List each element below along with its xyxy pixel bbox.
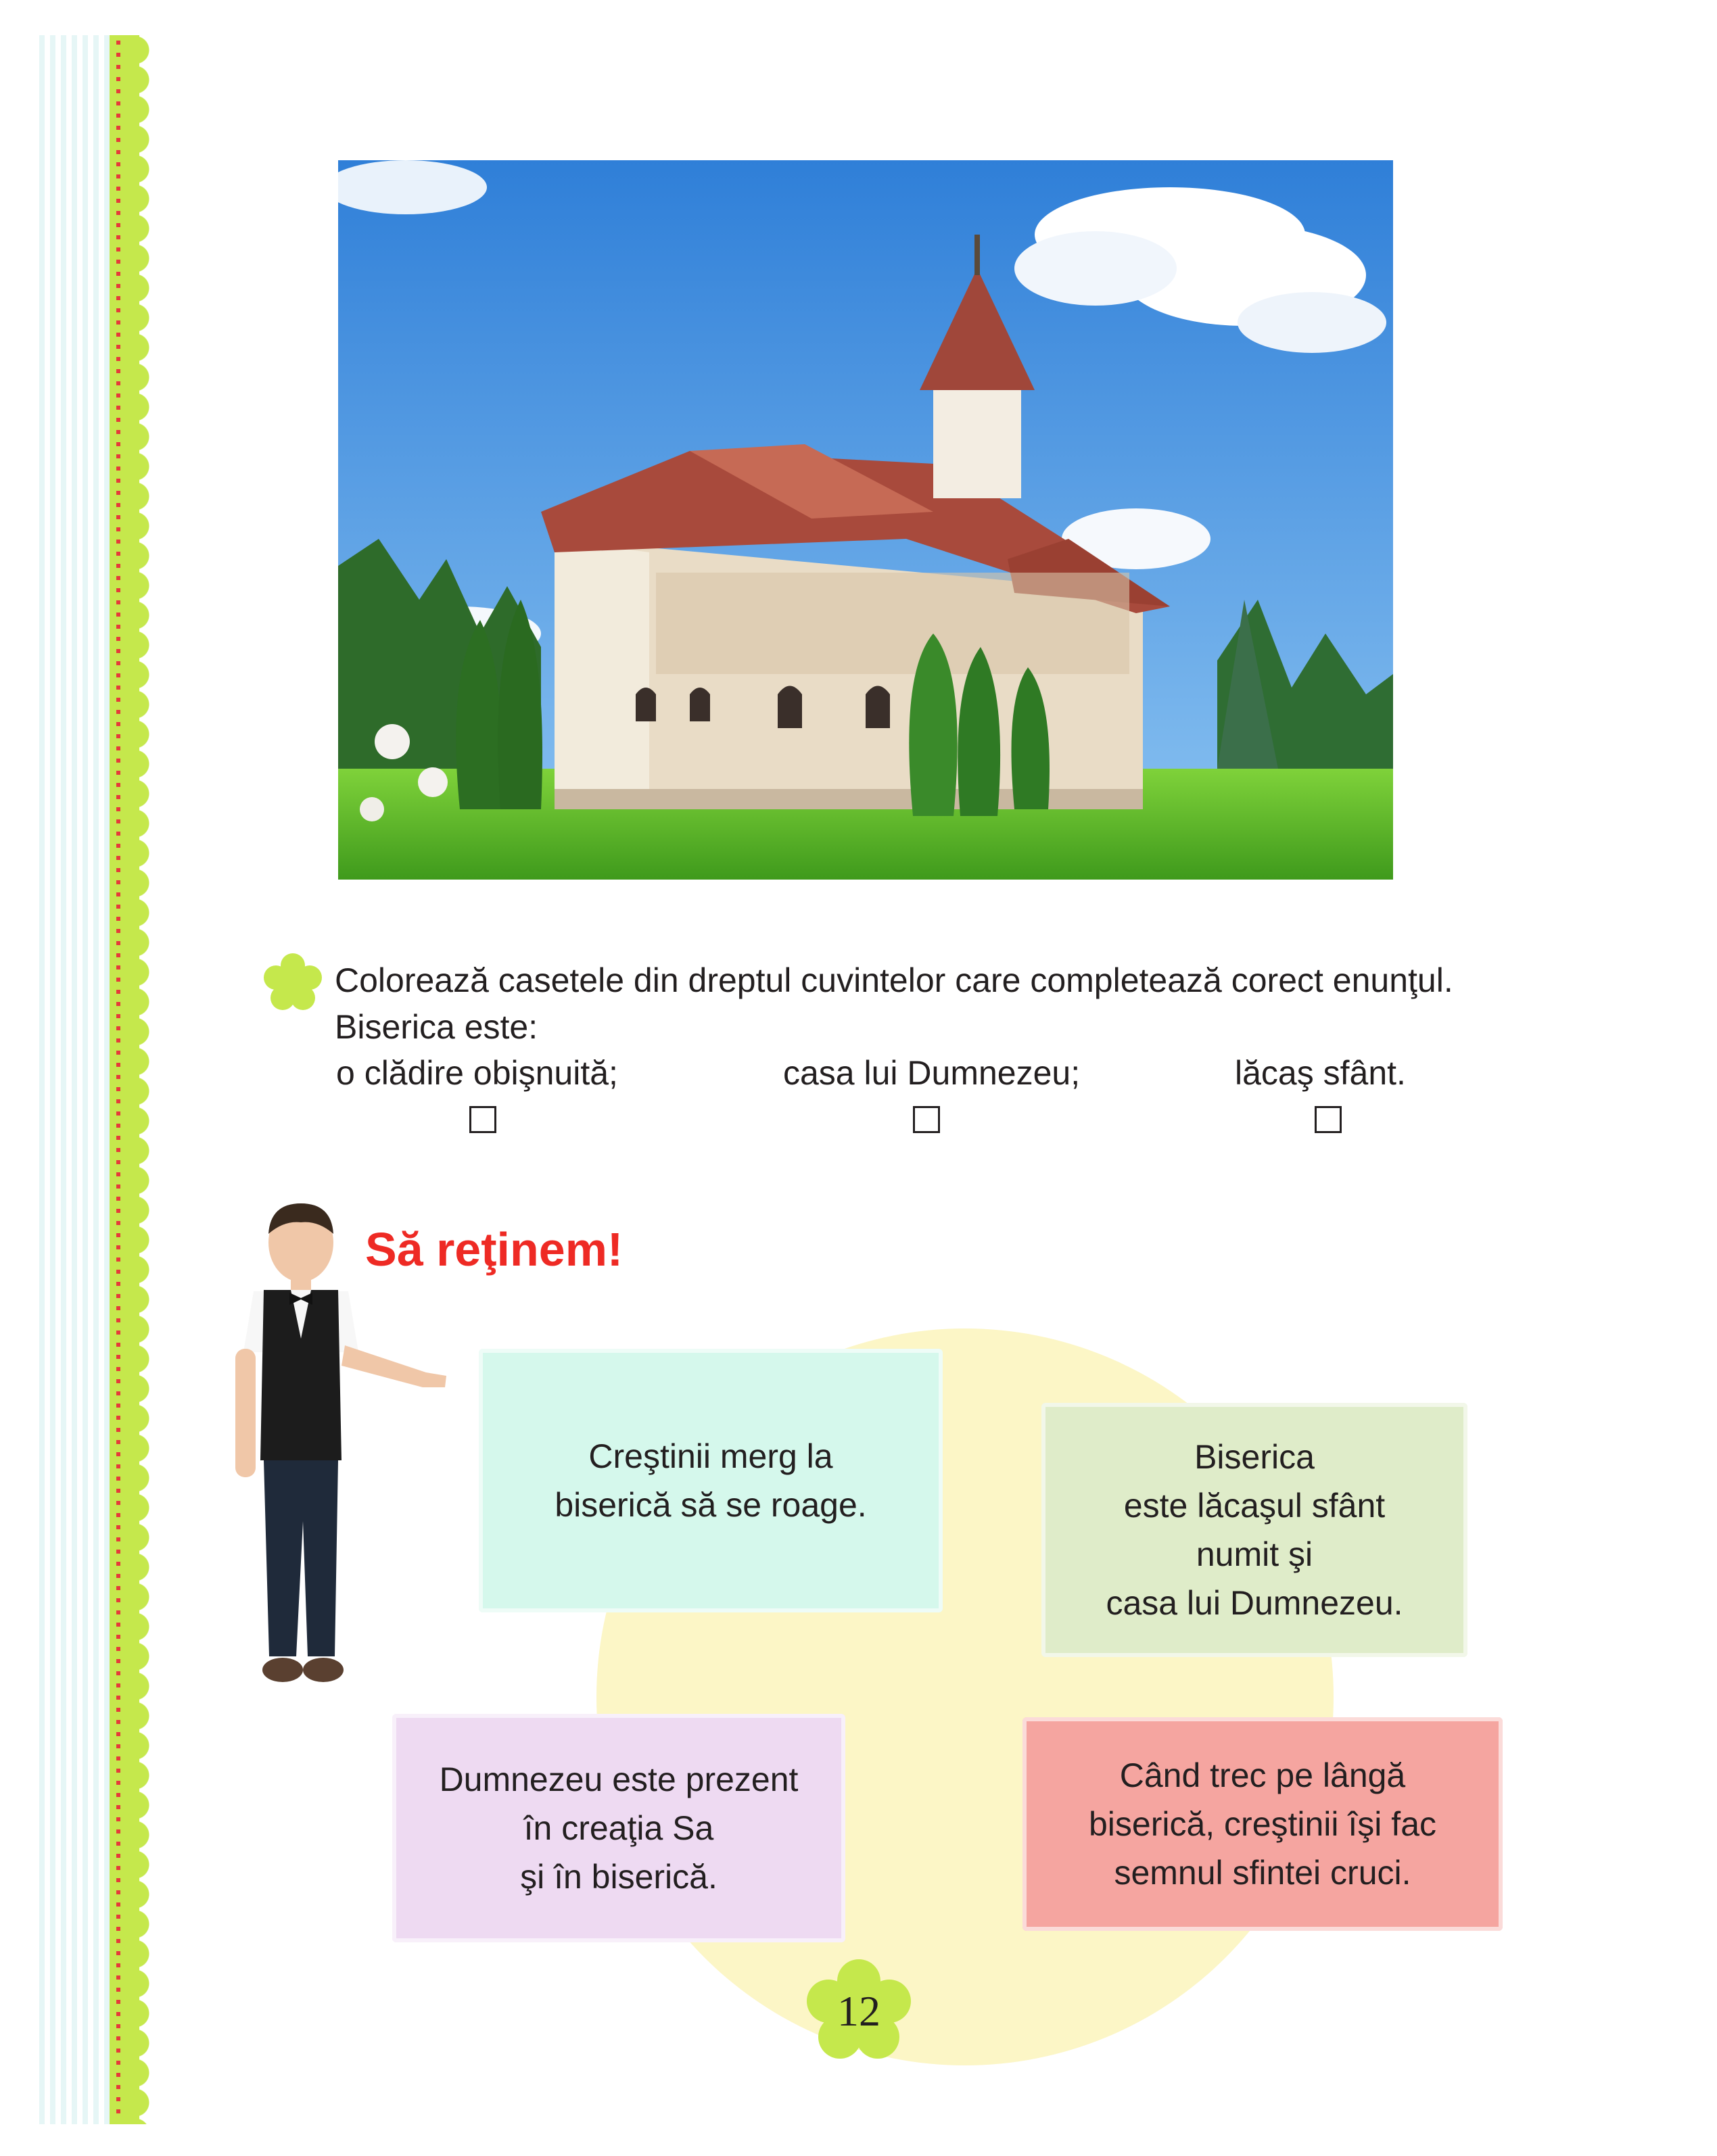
remember-card-4 <box>1022 1717 1503 1931</box>
option-checkbox-1[interactable] <box>469 1106 496 1133</box>
red-dotted-line <box>116 41 120 2120</box>
card-4-line-3: semnul sfintei cruci. <box>1114 1854 1411 1892</box>
exercise-instruction: Colorează casetele din dreptul cuvintelor care completează corect enunţul. <box>335 961 1453 999</box>
church-photo <box>338 160 1393 880</box>
card-2-line-1: Biserica <box>1194 1438 1315 1476</box>
remember-card-3 <box>392 1714 845 1942</box>
boy-pointing-illustration <box>223 1203 467 1690</box>
option-label-1: o clădire obişnuită; <box>336 1054 618 1092</box>
card-2-line-2: este lăcaşul sfânt <box>1123 1487 1386 1525</box>
flower-bullet-icon <box>262 952 323 1013</box>
card-3-line-1: Dumnezeu este prezent <box>439 1760 799 1798</box>
card-1-line-1: Creştinii merg la <box>588 1437 833 1475</box>
option-label-2: casa lui Dumnezeu; <box>783 1054 1081 1092</box>
remember-card-1 <box>479 1349 943 1612</box>
remember-card-2 <box>1041 1403 1467 1657</box>
card-4-line-1: Când trec pe lângă <box>1119 1756 1406 1794</box>
card-3-line-2: în creaţia Sa <box>523 1809 714 1847</box>
card-2-line-4: casa lui Dumnezeu. <box>1106 1584 1403 1622</box>
exercise-stem: Biserica este: <box>335 1008 538 1046</box>
card-4-line-2: biserică, creştinii îşi fac <box>1088 1805 1437 1843</box>
card-3-line-3: şi în biserică. <box>520 1858 718 1896</box>
option-checkbox-3[interactable] <box>1315 1106 1342 1133</box>
option-checkbox-2[interactable] <box>913 1106 940 1133</box>
left-stripe-border <box>39 35 110 2124</box>
section-heading: Să reţinem! <box>365 1223 624 1276</box>
page-number: 12 <box>837 1987 880 2035</box>
card-1-line-2: biserică să se roage. <box>555 1486 867 1524</box>
scalloped-edge <box>135 35 158 2124</box>
option-label-3: lăcaş sfânt. <box>1235 1054 1406 1092</box>
card-2-line-3: numit şi <box>1196 1535 1313 1573</box>
